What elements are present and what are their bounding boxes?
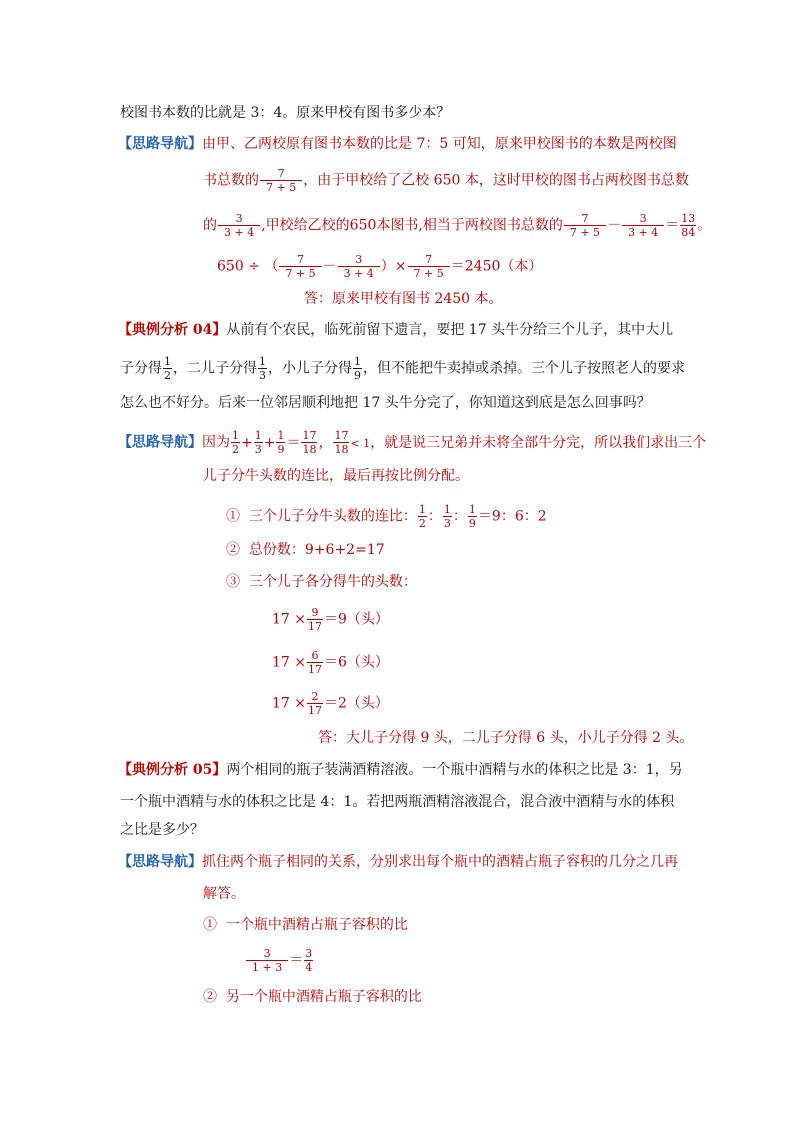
frac-denominator: 2 [164, 369, 171, 382]
ex3-guide-text-2a: 书总数的 [203, 172, 259, 189]
ex4-guide-tag: 【思路导航】 [118, 434, 202, 451]
ex4-answer [318, 728, 693, 748]
frac-denominator: 2 [418, 517, 426, 530]
ex3-guide-text-1: 由甲、乙两校原有图书本数的比是 7：5 可知，原来甲校图书的本数是两校图 [202, 136, 677, 152]
step-marker: ① [203, 917, 217, 933]
frac-denominator: 7 + 5 [285, 267, 316, 280]
frac-numerator: 2 [307, 691, 323, 704]
minus-sign: － [607, 217, 622, 234]
frac-numerator: 9 [307, 607, 323, 620]
ex5-text-2: 一个瓶中酒精与水的体积之比是 4：1。若把两瓶酒精溶液混合，混合液中酒精与水的体积 [120, 794, 675, 810]
frac-numerator: 6 [307, 650, 323, 663]
fraction-17-over-18 [301, 430, 317, 455]
ex4-problem-line-2 [120, 356, 685, 381]
equals-sign: ＝ [286, 434, 301, 451]
step-1-text: 一个瓶中酒精占瓶子容积的比 [225, 917, 408, 933]
fraction-1-over-3 [443, 504, 452, 529]
ex4-guide-text-1a: 因为 [202, 434, 230, 451]
fraction-1-over-3 [258, 356, 267, 381]
ex4-text-2c: ，小儿子分得 [268, 360, 352, 377]
frac-denominator: 2 [232, 443, 239, 456]
frac-numerator: 1 [232, 429, 239, 442]
fraction-2-over-17 [307, 691, 323, 716]
colon: ： [427, 508, 442, 525]
frac-numerator: 17 [302, 429, 317, 442]
ex4-tag: 【典例分析 04】 [118, 322, 227, 338]
frac-denominator: 84 [681, 226, 696, 239]
step-marker: ② [203, 989, 217, 1005]
step-marker: ③ [226, 574, 240, 590]
frac-denominator: 1 + 3 [252, 961, 283, 974]
plus-sign: + [263, 434, 276, 451]
frac-numerator: 3 [338, 254, 380, 267]
frac-denominator: 3 [443, 517, 451, 530]
fraction-3-over-3plus4 [622, 213, 664, 238]
fraction-7-over-7plus5 [564, 213, 606, 238]
ex5-step-2 [203, 987, 422, 1007]
ex5-guide-text-2: 解答。 [203, 886, 245, 902]
fraction-17-over-18 [333, 430, 349, 455]
fraction-1-over-3 [254, 430, 263, 455]
frac-denominator: 3 + 4 [343, 267, 374, 280]
frac-numerator: 1 [254, 429, 262, 442]
ex5-guide-line-1 [118, 852, 678, 872]
ex5-problem-line-2 [120, 792, 674, 812]
frac-numerator: 3 [246, 948, 288, 961]
ex4-text-2a: 子分得 [120, 360, 162, 377]
ex5-guide-text-1: 抓住两个瓶子相同的关系，分别求出每个瓶中的酒精占瓶子容积的几分之几再 [202, 854, 678, 870]
ex4-text-3: 怎么也不好分。后来一位邻居顺利地把 17 头牛分完了，你知道这到底是怎么回事吗？ [120, 395, 651, 411]
step-3-text: 三个儿子各分得牛的头数： [248, 574, 417, 590]
fraction-7-over-7plus5 [408, 254, 450, 279]
frac-denominator: 9 [468, 517, 476, 530]
frac-denominator: 3 + 4 [628, 226, 659, 239]
frac-denominator: 7 + 5 [569, 226, 601, 239]
frac-numerator: 1 [468, 503, 476, 516]
frac-numerator: 13 [681, 212, 696, 225]
ex4-step-3 [226, 572, 417, 592]
frac-denominator: 9 [354, 369, 361, 382]
calc-part-b: ）× [380, 258, 407, 275]
ex4-calc-1 [272, 607, 389, 632]
calc-left: 17 × [272, 611, 306, 628]
frac-denominator: 7 + 5 [413, 267, 444, 280]
calc-right: ＝2（头） [324, 695, 389, 712]
fraction-1-over-9 [276, 430, 285, 455]
fraction-1-over-9 [353, 356, 362, 381]
ex5-text-1: 两个相同的瓶子装满酒精溶液。一个瓶中酒精与水的体积之比是 3：1，另 [226, 762, 683, 778]
calc-part-a: 650 ÷ （ [217, 258, 279, 275]
ex5-tag: 【典例分析 05】 [118, 762, 227, 778]
ex4-guide-text-1c: ，就是说三兄弟并未将全部牛分完，所以我们求出三个 [370, 434, 707, 451]
ex5-step-1 [203, 915, 408, 935]
less-than-one: < 1 [350, 436, 371, 450]
fraction-7-over-7plus5 [279, 254, 321, 279]
frac-numerator: 1 [418, 503, 426, 516]
equals-sign: ＝ [289, 952, 304, 969]
ex3-calculation [217, 254, 542, 279]
frac-numerator: 1 [277, 429, 285, 442]
frac-denominator: 3 + 4 [224, 226, 255, 239]
ex4-calc-2 [272, 650, 389, 675]
frac-numerator: 7 [260, 168, 302, 181]
frac-denominator: 17 [308, 620, 322, 633]
calc-part-c: ＝2450（本） [450, 258, 543, 275]
step-marker: ① [226, 508, 240, 525]
comma: ， [318, 434, 333, 451]
ex4-guide-text-2: 儿子分牛头数的连比，最后再按比例分配。 [203, 468, 469, 484]
fraction-1-over-9 [468, 504, 477, 529]
fraction-13-over-84 [680, 213, 696, 238]
ex5-problem-line-1 [118, 760, 683, 780]
ex5-calc-1 [245, 948, 314, 973]
fraction-3-over-1plus3 [246, 948, 288, 973]
fraction-3-over-4 [304, 948, 313, 973]
ex3-answer [304, 289, 503, 309]
step-2-text: 另一个瓶中酒精占瓶子容积的比 [225, 989, 422, 1005]
frac-denominator: 7 + 5 [266, 181, 297, 194]
frac-denominator: 17 [308, 704, 322, 717]
step-1-text: 三个儿子分牛头数的连比： [248, 508, 417, 525]
ex4-problem-line-3 [120, 393, 651, 413]
frac-denominator: 3 [254, 443, 262, 456]
fraction-3-over-3plus4 [338, 254, 380, 279]
ex3-guide-line-1 [118, 134, 677, 154]
ex4-guide-line-2 [203, 466, 469, 486]
fraction-3-over-3plus4 [218, 213, 260, 238]
frac-numerator: 17 [334, 429, 349, 442]
ex4-problem-line-1 [118, 320, 673, 340]
ex4-guide-line-1 [118, 430, 706, 455]
frac-denominator: 4 [305, 961, 313, 974]
frac-denominator: 17 [308, 663, 322, 676]
frac-denominator: 18 [302, 443, 317, 456]
frac-numerator: 1 [164, 355, 171, 368]
ex3-guide-text-2b: ，由于甲校给了乙校 650 本，这时甲校的图书占两校图书总数 [303, 172, 689, 189]
ex4-step-2 [226, 540, 385, 560]
calc-left: 17 × [272, 654, 306, 671]
frac-numerator: 3 [622, 213, 664, 226]
fraction-7-over-7plus5 [260, 168, 302, 193]
frac-denominator: 18 [334, 443, 349, 456]
intro-question-line [120, 103, 450, 123]
fraction-1-over-2 [163, 356, 172, 381]
fraction-9-over-17 [307, 607, 323, 632]
ex4-step-1 [226, 504, 547, 529]
minus-sign: － [322, 258, 337, 275]
ex3-guide-text-3a: 的 [203, 217, 217, 234]
calc-right: ＝9（头） [324, 611, 389, 628]
ex4-text-2d: ，但不能把牛卖掉或杀掉。三个儿子按照老人的要求 [363, 360, 685, 377]
calc-right: ＝6（头） [324, 654, 389, 671]
frac-denominator: 3 [259, 369, 266, 382]
step-marker: ② [226, 542, 240, 558]
fraction-1-over-2 [418, 504, 427, 529]
answer-text: 答：原来甲校有图书 2450 本。 [304, 291, 503, 307]
frac-numerator: 7 [564, 213, 606, 226]
frac-denominator: 9 [277, 443, 285, 456]
ex3-guide-line-2 [203, 168, 689, 193]
ex5-guide-line-2 [203, 884, 245, 904]
step-2-text: 总份数：9+6+2=17 [248, 542, 385, 558]
equals-sign: ＝ [665, 217, 680, 234]
intro-text: 校图书本数的比就是 3：4。原来甲校有图书多少本？ [120, 105, 451, 121]
frac-numerator: 1 [443, 503, 451, 516]
ex4-calc-3 [272, 691, 389, 716]
ratio-result: ＝9：6：2 [477, 508, 547, 525]
ex5-text-3: 之比是多少？ [120, 822, 204, 838]
ex3-guide-text-3b: ,甲校给乙校的650本图书,相当于两校图书总数的 [261, 217, 563, 234]
plus-sign: + [241, 434, 253, 451]
colon: ： [452, 508, 467, 525]
fraction-6-over-17 [307, 650, 323, 675]
fraction-1-over-2 [231, 430, 240, 455]
frac-numerator: 7 [279, 254, 321, 267]
ex3-guide-line-3 [203, 213, 711, 238]
frac-numerator: 3 [218, 213, 260, 226]
frac-numerator: 7 [408, 254, 450, 267]
ex4-text-1: 从前有个农民，临死前留下遗言，要把 17 头牛分给三个儿子，其中大儿 [226, 322, 674, 338]
ex3-guide-tag: 【思路导航】 [118, 136, 202, 152]
frac-numerator: 3 [305, 947, 313, 960]
period: 。 [697, 217, 712, 234]
frac-numerator: 1 [354, 355, 361, 368]
answer-text: 答：大儿子分得 9 头，二儿子分得 6 头，小儿子分得 2 头。 [318, 730, 694, 746]
frac-numerator: 1 [259, 355, 266, 368]
ex5-problem-line-3 [120, 820, 204, 840]
calc-left: 17 × [272, 695, 306, 712]
ex4-text-2b: ，二儿子分得 [173, 360, 257, 377]
ex5-guide-tag: 【思路导航】 [118, 854, 202, 870]
